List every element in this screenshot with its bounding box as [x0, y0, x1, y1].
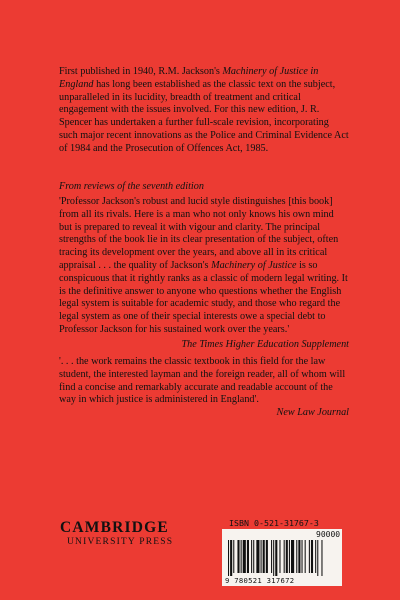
review2-attribution: New Law Journal — [276, 407, 349, 419]
barcode-bar — [243, 540, 246, 573]
barcode-bar — [256, 540, 259, 573]
barcode-bar — [279, 540, 280, 573]
barcode-bar — [247, 540, 249, 573]
intro-paragraph — [59, 66, 349, 156]
intro-book-title: Machinery of Justice in England — [59, 66, 319, 90]
barcode-bar — [263, 540, 265, 573]
ean-number: 9 780521 317672 — [225, 576, 295, 585]
review1-attribution: The Times Higher Education Supplement — [181, 338, 349, 350]
intro-text-1: First published in 1940, R.M. Jackson's — [59, 66, 223, 77]
publisher-subtitle: UNIVERSITY PRESS — [67, 537, 174, 547]
barcode-bar — [230, 540, 232, 576]
barcode-bar — [302, 540, 303, 573]
publisher-name: CAMBRIDGE — [60, 519, 169, 536]
barcode-bar — [309, 540, 310, 573]
barcode-bar — [273, 540, 274, 576]
barcode-bar — [275, 540, 277, 576]
barcode-bar — [286, 540, 288, 573]
barcode-bar — [296, 540, 297, 573]
review1-text-2: is so conspicuous that it rightly ranks as a classic of modern legal writing. It is the definitive answer to anyone who questions whether the English legal system is suitable for academic study, and those who regard the legal system as one of their special interests owe a special debt to Professor Jackson for his sustained work over the years.' — [59, 259, 348, 335]
barcode-bar — [317, 540, 318, 576]
review-quote-2 — [59, 356, 349, 420]
price-code: 90000 — [316, 530, 341, 539]
publisher-logo — [60, 520, 173, 548]
review1-book-title: Machinery of Justice — [211, 259, 297, 271]
isbn-number: ISBN 0-521-31767-3 — [229, 518, 319, 528]
barcode-bar — [228, 540, 229, 576]
barcode-bar — [266, 540, 268, 573]
barcode-icon — [228, 540, 336, 576]
barcode-bar — [321, 540, 322, 576]
review2-text: '. . . the work remains the classic textbook in this field for the law student, the interested layman and the foreign reader, all of whom will find a concise and remarkably accurate and readable account of the way in which justice is administered in England'. — [59, 356, 346, 406]
reviews-heading: From reviews of the seventh edition — [59, 181, 204, 192]
barcode-bar — [289, 540, 290, 573]
barcode-bar — [241, 540, 242, 573]
barcode-bar — [298, 540, 300, 573]
barcode-bar — [233, 540, 234, 573]
barcode-bar — [291, 540, 294, 573]
barcode-bar — [271, 540, 272, 573]
barcode-block — [222, 518, 342, 588]
barcode-bar — [253, 540, 254, 573]
barcode-bar — [284, 540, 285, 573]
barcode-bar — [305, 540, 306, 573]
barcode-bar — [261, 540, 262, 573]
intro-text-2: has long been established as the classic text on the subject, unparalleled in its lucidity, breadth of treatment and critical engagement with the issues involved. For this new edition, J. R. Spencer has undertaken a further full-scale revision, incorporating such major recent innovations as the Police and Criminal Evidence Act of 1984 and the Prosecution of Offences Act, 1985. — [59, 78, 349, 154]
barcode-bar — [251, 540, 252, 573]
review-quote-1 — [59, 196, 349, 352]
barcode-bar — [311, 540, 313, 573]
barcode-bar — [237, 540, 239, 573]
barcode-bar — [315, 540, 316, 573]
review1-text-1: 'Professor Jackson's robust and lucid style distinguishes [this book] from all its rivals. Here is a man who not only knows his own mind but is prepared to reveal it with vigour and clarity. The principal strengths of the book lie in its clear presentation of the subject, often tracing its development over the years, and above all in its critical appraisal . . . the quality of Jackson's — [59, 196, 339, 271]
